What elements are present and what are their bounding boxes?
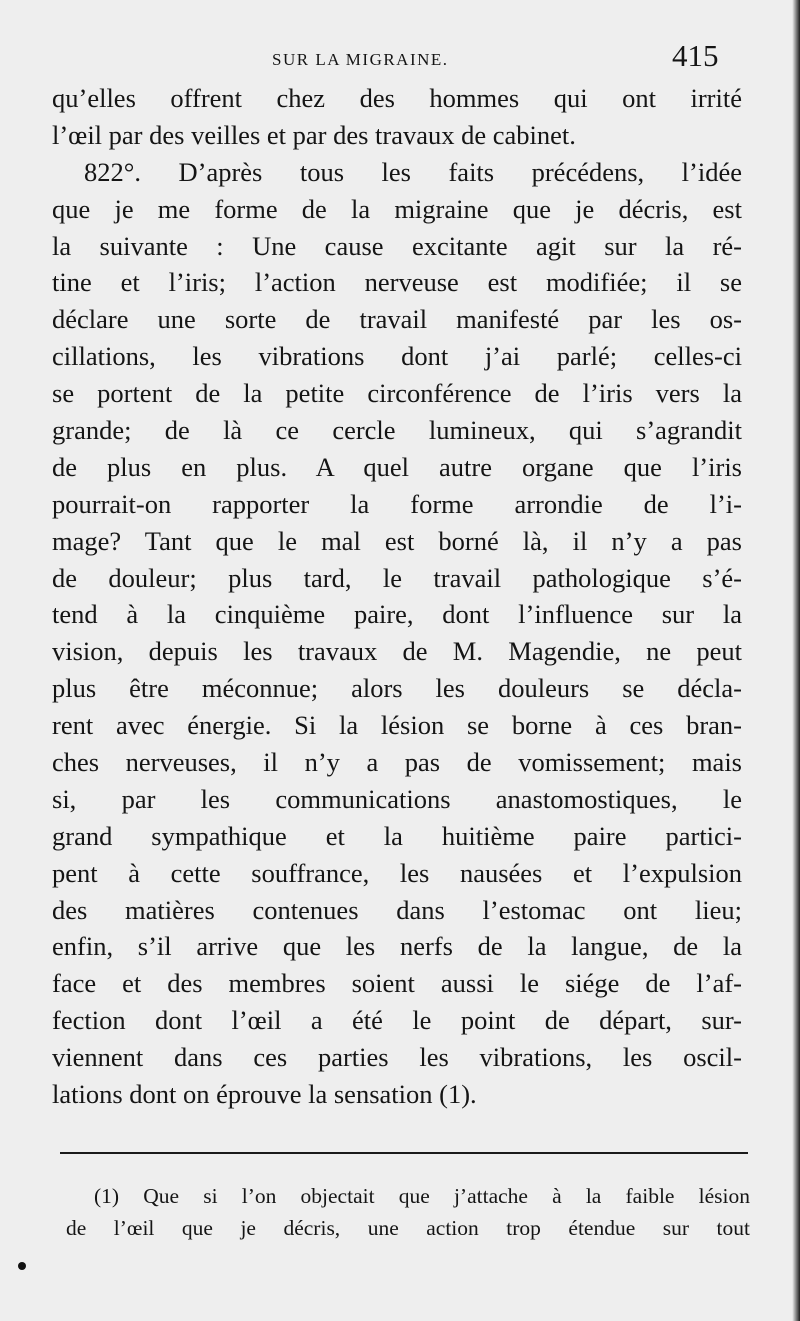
- text-line: tend à la cinquième paire, dont l’influence sur la: [52, 599, 742, 630]
- text-line: se portent de la petite circonférence de l’iris vers la: [52, 378, 742, 409]
- text-line: l’œil par des veilles et par des travaux de cabinet.: [52, 119, 576, 150]
- text-line: si, par les communications anastomostiques, le: [52, 783, 742, 814]
- footnote-line: (1) Que si l’on objectait que j’attache à la faible lésion: [94, 1184, 750, 1208]
- text-line: vision, depuis les travaux de M. Magendie, ne peut: [52, 636, 742, 667]
- text-line: de douleur; plus tard, le travail pathologique s’é-: [52, 562, 742, 593]
- text-line: ches nerveuses, il n’y a pas de vomissement; mais: [52, 747, 742, 778]
- running-title: SUR LA MIGRAINE.: [272, 50, 449, 69]
- text-line: la suivante : Une cause excitante agit sur la ré-: [52, 230, 742, 261]
- text-line: viennent dans ces parties les vibrations, les oscil-: [52, 1042, 742, 1073]
- paragraph-start-line: 822°. D’après tous les faits précédens, l’idée: [84, 156, 742, 187]
- text-line: déclare une sorte de travail manifesté par les os-: [52, 304, 742, 335]
- page-edge-shadow: [792, 0, 800, 1321]
- footnote-divider: [60, 1152, 748, 1154]
- text-line: lations dont on éprouve la sensation (1).: [52, 1079, 477, 1110]
- body-text: [52, 80, 742, 1113]
- footnote: [66, 1180, 750, 1244]
- text-line: fection dont l’œil a été le point de départ, sur-: [52, 1005, 742, 1036]
- text-line: que je me forme de la migraine que je décris, est: [52, 193, 742, 224]
- text-line: grand sympathique et la huitième paire partici-: [52, 820, 742, 851]
- text-line: des matières contenues dans l’estomac ont lieu;: [52, 894, 742, 925]
- text-line: pent à cette souffrance, les nausées et l’expulsion: [52, 857, 742, 888]
- footnote-line: de l’œil que je décris, une action trop étendue sur tout: [66, 1216, 750, 1240]
- text-line: tine et l’iris; l’action nerveuse est modifiée; il se: [52, 267, 742, 298]
- text-line: cillations, les vibrations dont j’ai parlé; celles-ci: [52, 341, 742, 372]
- text-line: face et des membres soient aussi le siége de l’af-: [52, 968, 742, 999]
- text-line: mage? Tant que le mal est borné là, il n’y a pas: [52, 525, 742, 556]
- text-line: enfin, s’il arrive que les nerfs de la langue, de la: [52, 931, 742, 962]
- text-line: grande; de là ce cercle lumineux, qui s’agrandit: [52, 415, 742, 446]
- text-line: pourrait-on rapporter la forme arrondie de l’i-: [52, 488, 742, 519]
- text-line: de plus en plus. A quel autre organe que l’iris: [52, 451, 742, 482]
- text-line: rent avec énergie. Si la lésion se borne à ces bran-: [52, 710, 742, 741]
- text-line: qu’elles offrent chez des hommes qui ont irrité: [52, 83, 742, 113]
- ink-speck-icon: [18, 1262, 26, 1270]
- text-line: plus être méconnue; alors les douleurs se décla-: [52, 673, 742, 704]
- page-number: 415: [672, 38, 719, 73]
